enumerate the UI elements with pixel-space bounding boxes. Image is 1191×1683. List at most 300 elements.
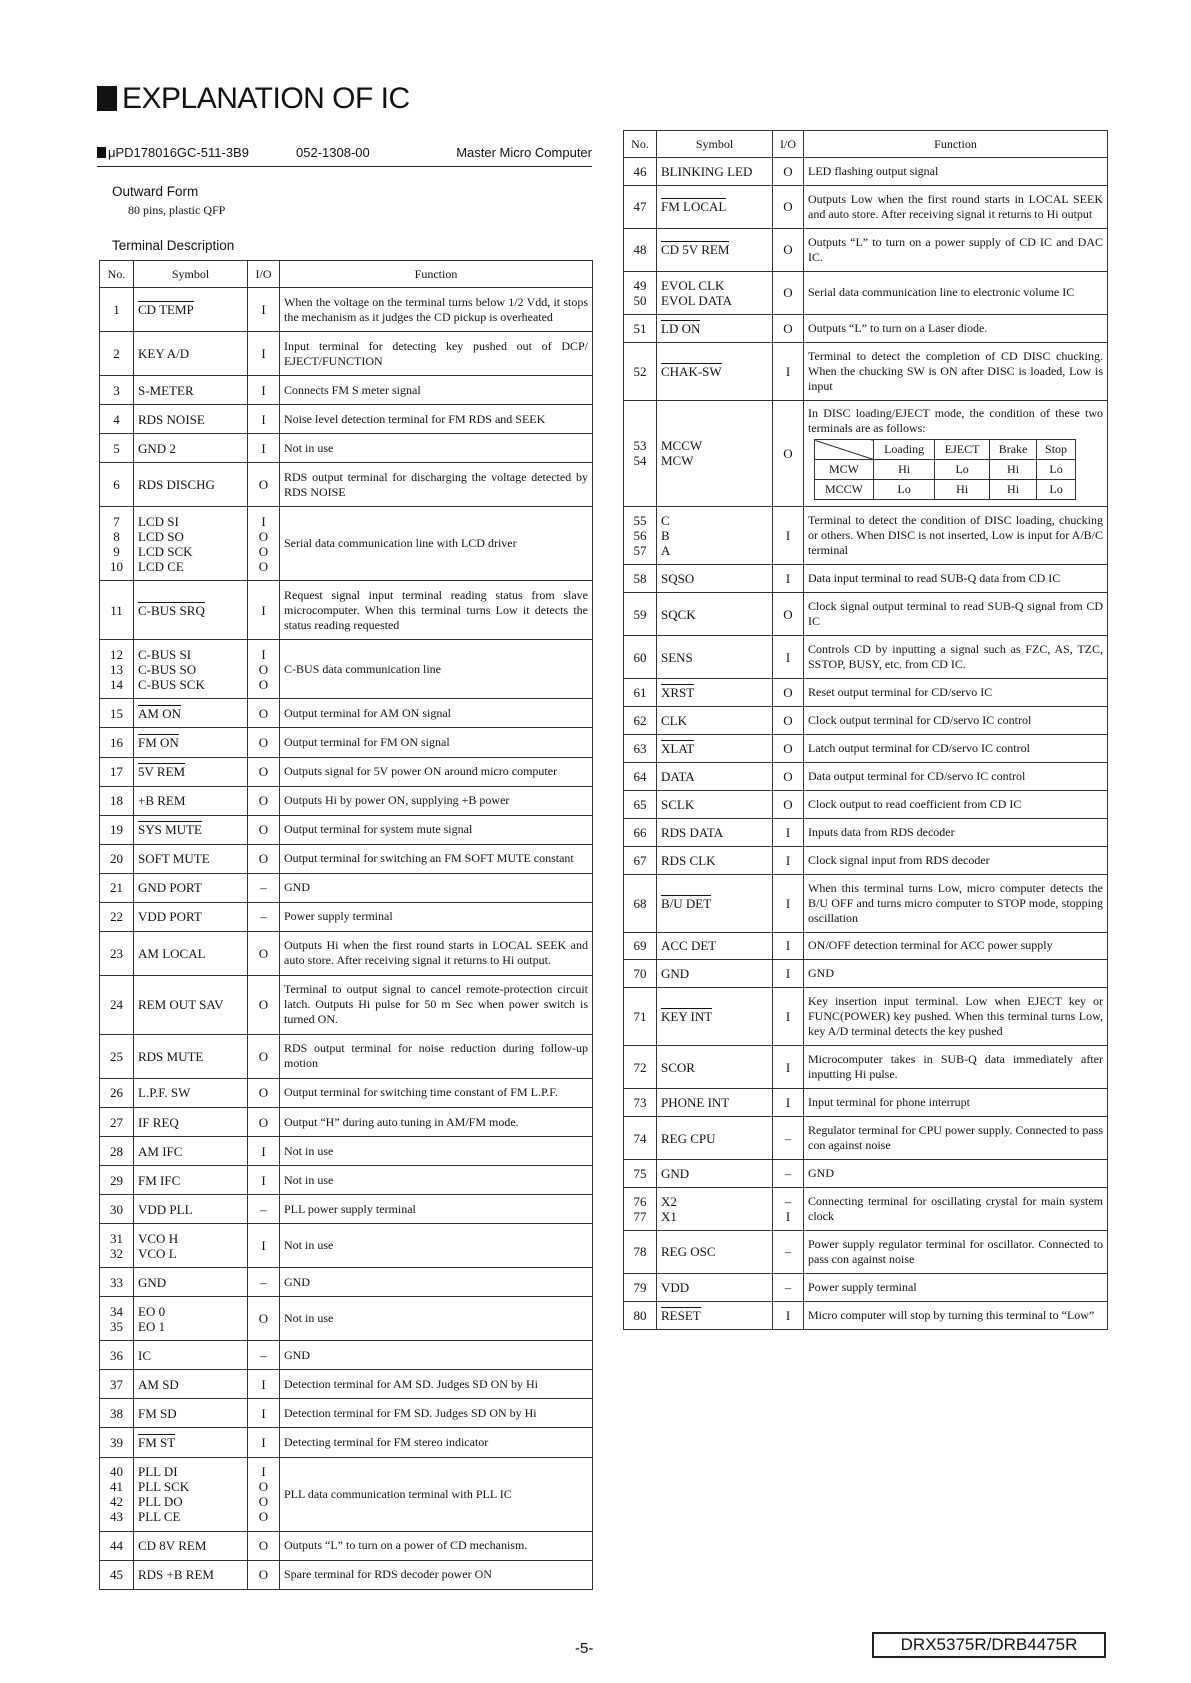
pin-io: O <box>248 463 280 507</box>
pin-function <box>804 565 1108 593</box>
pin-function <box>280 1457 593 1531</box>
pin-function <box>280 463 593 507</box>
pin-io: O <box>773 158 804 186</box>
page-number: -5- <box>575 1640 594 1657</box>
table-row <box>100 699 593 728</box>
pin-number: 28 <box>100 1137 134 1166</box>
table-row <box>100 844 593 873</box>
pin-symbol: LD ON <box>661 320 701 336</box>
pin-number: 49 50 <box>624 271 657 314</box>
pin-function-text: Clock output to read coefficient from CD IC <box>808 796 1022 811</box>
pin-symbol-cell <box>134 288 248 332</box>
pin-symbol-cell <box>134 376 248 405</box>
table-row <box>100 1078 593 1107</box>
pin-number: 21 <box>100 873 134 902</box>
pin-symbol: AM SD <box>138 1376 179 1392</box>
pin-table-left <box>99 260 593 1590</box>
pin-function-text: Outputs “L” to turn on a power supply of CD IC and DAC IC. <box>808 234 1103 264</box>
pin-symbol: AM LOCAL <box>138 945 206 961</box>
pin-function-text: Output terminal for switching time constant of FM L.P.F. <box>284 1085 559 1100</box>
pin-symbol: ACC DET <box>661 938 717 954</box>
pin-symbol-cell <box>657 271 773 314</box>
pin-function-text: Noise level detection terminal for FM RDS and SEEK <box>284 411 546 426</box>
pin-io: I <box>248 1224 280 1268</box>
outward-form-value: 80 pins, plastic QFP <box>128 203 226 217</box>
pin-number: 60 <box>624 636 657 679</box>
pin-number: 26 <box>100 1078 134 1107</box>
table-row <box>100 1370 593 1399</box>
model-number-box: DRX5375R/DRB4475R <box>872 1632 1106 1658</box>
pin-symbol: RDS DATA <box>661 824 724 840</box>
pin-symbol-cell <box>134 975 248 1034</box>
pin-symbol: C B A <box>661 513 671 559</box>
pin-number: 66 <box>624 818 657 846</box>
pin-function <box>280 1428 593 1457</box>
pin-io: O <box>248 699 280 728</box>
pin-function-text: Terminal to detect the condition of DISC loading, chucking or others. When DISC is not inserted, Low is input for A/B/C terminal <box>808 513 1103 558</box>
pin-function <box>280 931 593 975</box>
pin-number: 1 <box>100 288 134 332</box>
pin-symbol-cell <box>657 846 773 874</box>
pin-function <box>280 1370 593 1399</box>
col-symbol-header: Symbol <box>657 131 773 158</box>
table-row <box>100 507 593 581</box>
pin-io: O <box>773 790 804 818</box>
pin-number: 2 <box>100 332 134 376</box>
table-row <box>100 288 593 332</box>
pin-function-text: GND <box>284 1347 310 1362</box>
pin-function-text: Power supply terminal <box>284 909 393 924</box>
pin-symbol: RESET <box>661 1307 701 1323</box>
pin-function-text: Outputs Low when the first round starts in LOCAL SEEK and auto store. After receiving signal it returns to Hi output <box>808 191 1103 221</box>
pin-symbol: KEY INT <box>661 1009 713 1025</box>
col-symbol-header: Symbol <box>134 261 248 288</box>
pin-io: I <box>773 1301 804 1329</box>
pin-function <box>280 1137 593 1166</box>
pin-symbol: C-BUS SRQ <box>138 602 205 618</box>
pin-function <box>804 314 1108 342</box>
pin-number: 15 <box>100 699 134 728</box>
pin-number: 30 <box>100 1195 134 1224</box>
pin-function-text: Outputs signal for 5V power ON around micro computer <box>284 764 558 779</box>
pin-symbol: FM ON <box>138 734 179 750</box>
pin-function <box>804 636 1108 679</box>
pin-symbol: RDS MUTE <box>138 1048 204 1064</box>
pin-symbol-cell <box>134 1297 248 1341</box>
pin-symbol: KEY A/D <box>138 346 190 362</box>
table-row <box>624 400 1108 507</box>
pin-symbol-cell <box>657 636 773 679</box>
ic-description: Master Micro Computer <box>456 145 592 160</box>
pin-function-text: GND <box>808 1166 834 1180</box>
pin-symbol-cell <box>657 679 773 707</box>
pin-symbol: PHONE INT <box>661 1095 730 1111</box>
table-row <box>100 405 593 434</box>
pin-io: I <box>248 1428 280 1457</box>
table-row <box>100 434 593 463</box>
mode-state-table <box>814 439 1076 500</box>
pin-function-text: Detection terminal for AM SD. Judges SD ON by Hi <box>284 1376 538 1391</box>
pin-function-text: Power supply terminal <box>808 1279 917 1294</box>
pin-function-text: Not in use <box>284 1311 334 1326</box>
pin-function-text: Input terminal for phone interrupt <box>808 1095 970 1110</box>
pin-number: 68 <box>624 874 657 932</box>
pin-function-text: Serial data communication line to electronic volume IC <box>808 285 1075 300</box>
pin-io: O <box>773 400 804 507</box>
table-header-row <box>100 261 593 288</box>
pin-function <box>280 434 593 463</box>
pin-io: – <box>773 1230 804 1273</box>
pin-function <box>280 1224 593 1268</box>
pin-symbol: EO 0 EO 1 <box>138 1303 166 1334</box>
outward-form-label: Outward Form <box>112 184 199 199</box>
pin-symbol: CHAK-SW <box>661 363 722 379</box>
pin-function <box>280 902 593 931</box>
pin-function-text: RDS output terminal for noise reduction during follow-up motion <box>284 1041 588 1071</box>
table-row <box>100 376 593 405</box>
pin-io: O <box>248 975 280 1034</box>
pin-symbol-cell <box>657 507 773 565</box>
title-text: EXPLANATION OF IC <box>122 82 410 115</box>
table-row <box>624 507 1108 565</box>
pin-number: 71 <box>624 988 657 1046</box>
pin-function <box>280 815 593 844</box>
pin-symbol: VCO H VCO L <box>138 1230 179 1261</box>
pin-function-text: Outputs Hi by power ON, supplying +B power <box>284 793 510 808</box>
ic-part-number <box>97 145 249 160</box>
pin-symbol: CLK <box>661 713 687 729</box>
pin-function-text: Regulator terminal for CPU power supply. Connected to pass con against noise <box>808 1123 1103 1153</box>
pin-io: I O O <box>248 640 280 699</box>
pin-number: 37 <box>100 1370 134 1399</box>
pin-function-text: Not in use <box>284 1143 334 1158</box>
pin-function <box>804 1046 1108 1089</box>
pin-function-text: GND <box>808 966 834 981</box>
pin-symbol-cell <box>657 1117 773 1160</box>
pin-symbol: SCLK <box>661 796 695 812</box>
pin-function-text: Controls CD by inputting a signal such as FZC, AS, TZC, SSTOP, BUSY, etc. from CD IC. <box>808 642 1103 672</box>
table-row <box>624 762 1108 790</box>
pin-number: 55 56 57 <box>624 507 657 565</box>
pin-io: – <box>248 1195 280 1224</box>
pin-function-text: Output terminal for system mute signal <box>284 822 473 837</box>
pin-function-text: Output terminal for FM ON signal <box>284 734 450 749</box>
table-row <box>100 1166 593 1195</box>
pin-io: O <box>773 679 804 707</box>
pin-symbol-cell <box>134 1107 248 1136</box>
pin-symbol-cell <box>657 1273 773 1301</box>
pin-symbol-cell <box>134 1268 248 1297</box>
pin-io: – <box>248 902 280 931</box>
pin-function <box>804 507 1108 565</box>
pin-function <box>280 405 593 434</box>
pin-function <box>804 960 1108 988</box>
pin-number: 19 <box>100 815 134 844</box>
pin-symbol: FM SD <box>138 1405 177 1421</box>
table-row <box>624 1230 1108 1273</box>
state-value: Hi <box>989 480 1036 500</box>
pin-symbol: AM ON <box>138 705 181 721</box>
pin-number: 45 <box>100 1560 134 1589</box>
pin-function <box>804 988 1108 1046</box>
pin-function-text: Reset output terminal for CD/servo IC <box>808 685 993 700</box>
pin-symbol: LCD SI LCD SO LCD SCK LCD CE <box>138 513 193 574</box>
pin-io: O <box>248 1034 280 1078</box>
table-row <box>100 1341 593 1370</box>
pin-function <box>804 707 1108 735</box>
pin-function <box>280 1341 593 1370</box>
pin-symbol: GND <box>138 1274 167 1290</box>
pin-symbol: CD TEMP <box>138 302 194 318</box>
pin-function-text: PLL data communication terminal with PLL IC <box>284 1486 512 1501</box>
pin-symbol: PLL DI PLL SCK PLL DO PLL CE <box>138 1464 190 1525</box>
pin-function-text: Terminal to detect the completion of CD DISC chucking. When the chucking SW is ON after DISC is loaded, Low is input <box>808 348 1103 393</box>
pin-symbol: SQCK <box>661 606 696 622</box>
pin-number: 11 <box>100 581 134 640</box>
pin-symbol-cell <box>657 314 773 342</box>
pin-function-text: RDS output terminal for discharging the voltage detected by RDS NOISE <box>284 469 588 499</box>
pin-function-text: Not in use <box>284 1172 334 1187</box>
pin-number: 4 <box>100 405 134 434</box>
pin-symbol-cell <box>134 1399 248 1428</box>
pin-io: – <box>248 1268 280 1297</box>
pin-function-text: Output terminal for switching an FM SOFT MUTE constant <box>284 851 574 866</box>
pin-number: 70 <box>624 960 657 988</box>
pin-symbol: SOFT MUTE <box>138 851 210 867</box>
pin-function <box>804 679 1108 707</box>
pin-function <box>804 932 1108 960</box>
pin-io: I <box>248 1399 280 1428</box>
pin-function-text: Not in use <box>284 440 334 455</box>
pin-function <box>280 786 593 815</box>
pin-function-text: Terminal to output signal to cancel remote-protection circuit latch. Outputs Hi pulse for 50 m Sec when power switch is turned ON. <box>284 982 588 1027</box>
diagonal-corner-cell <box>815 440 874 460</box>
pin-io: – <box>773 1160 804 1188</box>
pin-number: 44 <box>100 1531 134 1560</box>
table-row <box>100 1531 593 1560</box>
pin-symbol: IF REQ <box>138 1114 179 1130</box>
table-row <box>100 640 593 699</box>
pin-table-right <box>623 130 1108 1330</box>
pin-symbol-cell <box>134 699 248 728</box>
pin-function-text: Microcomputer takes in SUB-Q data immediately after inputting Hi pulse. <box>808 1052 1103 1082</box>
state-row-label: MCW <box>815 460 874 480</box>
pin-number: 74 <box>624 1117 657 1160</box>
pin-io: O <box>248 786 280 815</box>
pin-io: I <box>773 507 804 565</box>
pin-io: I <box>248 376 280 405</box>
pin-number: 47 <box>624 185 657 228</box>
pin-number: 27 <box>100 1107 134 1136</box>
pin-io: O <box>773 707 804 735</box>
pin-number: 67 <box>624 846 657 874</box>
col-io-header: I/O <box>773 131 804 158</box>
table-row <box>624 679 1108 707</box>
pin-symbol-cell <box>134 873 248 902</box>
pin-function <box>280 1531 593 1560</box>
pin-io: I <box>248 581 280 640</box>
pin-io: O <box>248 728 280 757</box>
pin-symbol-cell <box>657 1301 773 1329</box>
pin-io: I <box>773 988 804 1046</box>
pin-number: 58 <box>624 565 657 593</box>
pin-function <box>804 1117 1108 1160</box>
pin-number: 75 <box>624 1160 657 1188</box>
pin-number: 20 <box>100 844 134 873</box>
pin-function <box>280 1297 593 1341</box>
pin-function-text: Outputs “L” to turn on a power of CD mechanism. <box>284 1538 528 1553</box>
pin-symbol-cell <box>134 434 248 463</box>
col-io-header: I/O <box>248 261 280 288</box>
pin-function <box>804 400 1108 507</box>
pin-function <box>280 1034 593 1078</box>
pin-function-text: Spare terminal for RDS decoder power ON <box>284 1567 492 1582</box>
pin-symbol-cell <box>134 786 248 815</box>
pin-symbol: FM LOCAL <box>661 199 727 215</box>
pin-number: 6 <box>100 463 134 507</box>
pin-number: 24 <box>100 975 134 1034</box>
ic-part-text: μPD178016GC-511-3B9 <box>108 145 249 160</box>
pin-symbol-cell <box>134 1560 248 1589</box>
pin-rows <box>624 158 1108 1330</box>
pin-symbol: GND <box>661 966 690 982</box>
pin-number: 65 <box>624 790 657 818</box>
pin-function <box>804 874 1108 932</box>
table-row <box>624 314 1108 342</box>
pin-function-text: Detection terminal for FM SD. Judges SD ON by Hi <box>284 1405 537 1420</box>
pin-function <box>280 507 593 581</box>
pin-io: – <box>773 1273 804 1301</box>
pin-symbol: S-METER <box>138 382 194 398</box>
pin-number: 48 <box>624 228 657 271</box>
pin-symbol-cell <box>134 581 248 640</box>
pin-function-text: Data output terminal for CD/servo IC control <box>808 768 1026 783</box>
pin-function-text: Outputs “L” to turn on a Laser diode. <box>808 320 988 335</box>
pin-function-text: Output terminal for AM ON signal <box>284 705 451 720</box>
pin-io: I <box>773 1089 804 1117</box>
pin-symbol: GND PORT <box>138 880 202 896</box>
pin-symbol: XLAT <box>661 740 695 756</box>
pin-function <box>804 185 1108 228</box>
table-row <box>624 1046 1108 1089</box>
page-title <box>97 82 410 116</box>
pin-io: I <box>773 636 804 679</box>
table-row <box>624 1160 1108 1188</box>
pin-io: O <box>773 314 804 342</box>
pin-symbol-cell <box>134 1137 248 1166</box>
pin-symbol-cell <box>134 1341 248 1370</box>
state-value: Lo <box>873 480 934 500</box>
pin-symbol-cell <box>657 960 773 988</box>
pin-symbol: REG CPU <box>661 1130 716 1146</box>
pin-number: 61 <box>624 679 657 707</box>
pin-function <box>804 228 1108 271</box>
state-value: Hi <box>873 460 934 480</box>
ic-code: 052-1308-00 <box>296 145 370 160</box>
terminal-description-label: Terminal Description <box>112 238 235 253</box>
pin-number: 22 <box>100 902 134 931</box>
pin-io: I <box>773 960 804 988</box>
pin-io: – <box>248 1341 280 1370</box>
pin-symbol: 5V REM <box>138 764 186 780</box>
pin-function-text: Request signal input terminal reading status from slave microcomputer. When this terminal turns Low it detects the status reading requested <box>284 587 588 632</box>
pin-symbol: X2 X1 <box>661 1193 677 1224</box>
pin-function <box>280 288 593 332</box>
pin-function <box>804 1301 1108 1329</box>
pin-number: 64 <box>624 762 657 790</box>
state-header: EJECT <box>935 440 990 460</box>
pin-symbol: CD 5V REM <box>661 242 730 258</box>
pin-number: 7 8 9 10 <box>100 507 134 581</box>
pin-io: O <box>248 1560 280 1589</box>
pin-function-text: Data input terminal to read SUB-Q data from CD IC <box>808 571 1061 586</box>
pin-function <box>280 640 593 699</box>
pin-io: O <box>248 1107 280 1136</box>
pin-function <box>280 1268 593 1297</box>
pin-function-text: LED flashing output signal <box>808 163 939 178</box>
pin-symbol-cell <box>657 1046 773 1089</box>
pin-symbol: GND <box>661 1166 690 1181</box>
pin-symbol: MCCW MCW <box>661 438 703 469</box>
pin-io: O <box>248 1297 280 1341</box>
pin-function-text: Not in use <box>284 1238 334 1253</box>
pin-symbol-cell <box>657 342 773 400</box>
pin-symbol-cell <box>657 400 773 507</box>
pin-io: O <box>248 1078 280 1107</box>
pin-function-text: In DISC loading/EJECT mode, the condition of these two terminals are as follows: <box>808 406 1103 436</box>
pin-number: 63 <box>624 734 657 762</box>
state-value: Lo <box>1037 460 1076 480</box>
pin-symbol: RDS NOISE <box>138 411 205 427</box>
pin-io: O <box>248 1531 280 1560</box>
pin-function <box>280 376 593 405</box>
pin-symbol: CD 8V REM <box>138 1538 207 1554</box>
table-header-row <box>624 131 1108 158</box>
table-row <box>100 1560 593 1589</box>
pin-number: 59 <box>624 593 657 636</box>
pin-number: 18 <box>100 786 134 815</box>
state-header: Stop <box>1037 440 1076 460</box>
pin-function-text: GND <box>284 1274 310 1289</box>
table-row <box>624 593 1108 636</box>
pin-symbol-cell <box>134 1078 248 1107</box>
state-value: Hi <box>989 460 1036 480</box>
pin-number: 5 <box>100 434 134 463</box>
pin-symbol-cell <box>657 932 773 960</box>
pin-io: I <box>773 565 804 593</box>
pin-function <box>280 1107 593 1136</box>
pin-function-text: ON/OFF detection terminal for ACC power supply <box>808 938 1053 953</box>
pin-symbol-cell <box>657 228 773 271</box>
pin-io: I <box>773 342 804 400</box>
table-row <box>100 1107 593 1136</box>
pin-symbol: +B REM <box>138 793 186 809</box>
pin-symbol-cell <box>134 463 248 507</box>
pin-symbol-cell <box>134 640 248 699</box>
pin-function <box>280 1560 593 1589</box>
pin-symbol-cell <box>134 844 248 873</box>
pin-number: 72 <box>624 1046 657 1089</box>
pin-symbol-cell <box>134 1457 248 1531</box>
table-row <box>100 1399 593 1428</box>
pin-io: O <box>773 762 804 790</box>
pin-number: 52 <box>624 342 657 400</box>
table-row <box>100 815 593 844</box>
table-row <box>100 1268 593 1297</box>
pin-symbol: BLINKING LED <box>661 163 753 179</box>
pin-function <box>280 873 593 902</box>
pin-symbol-cell <box>657 593 773 636</box>
